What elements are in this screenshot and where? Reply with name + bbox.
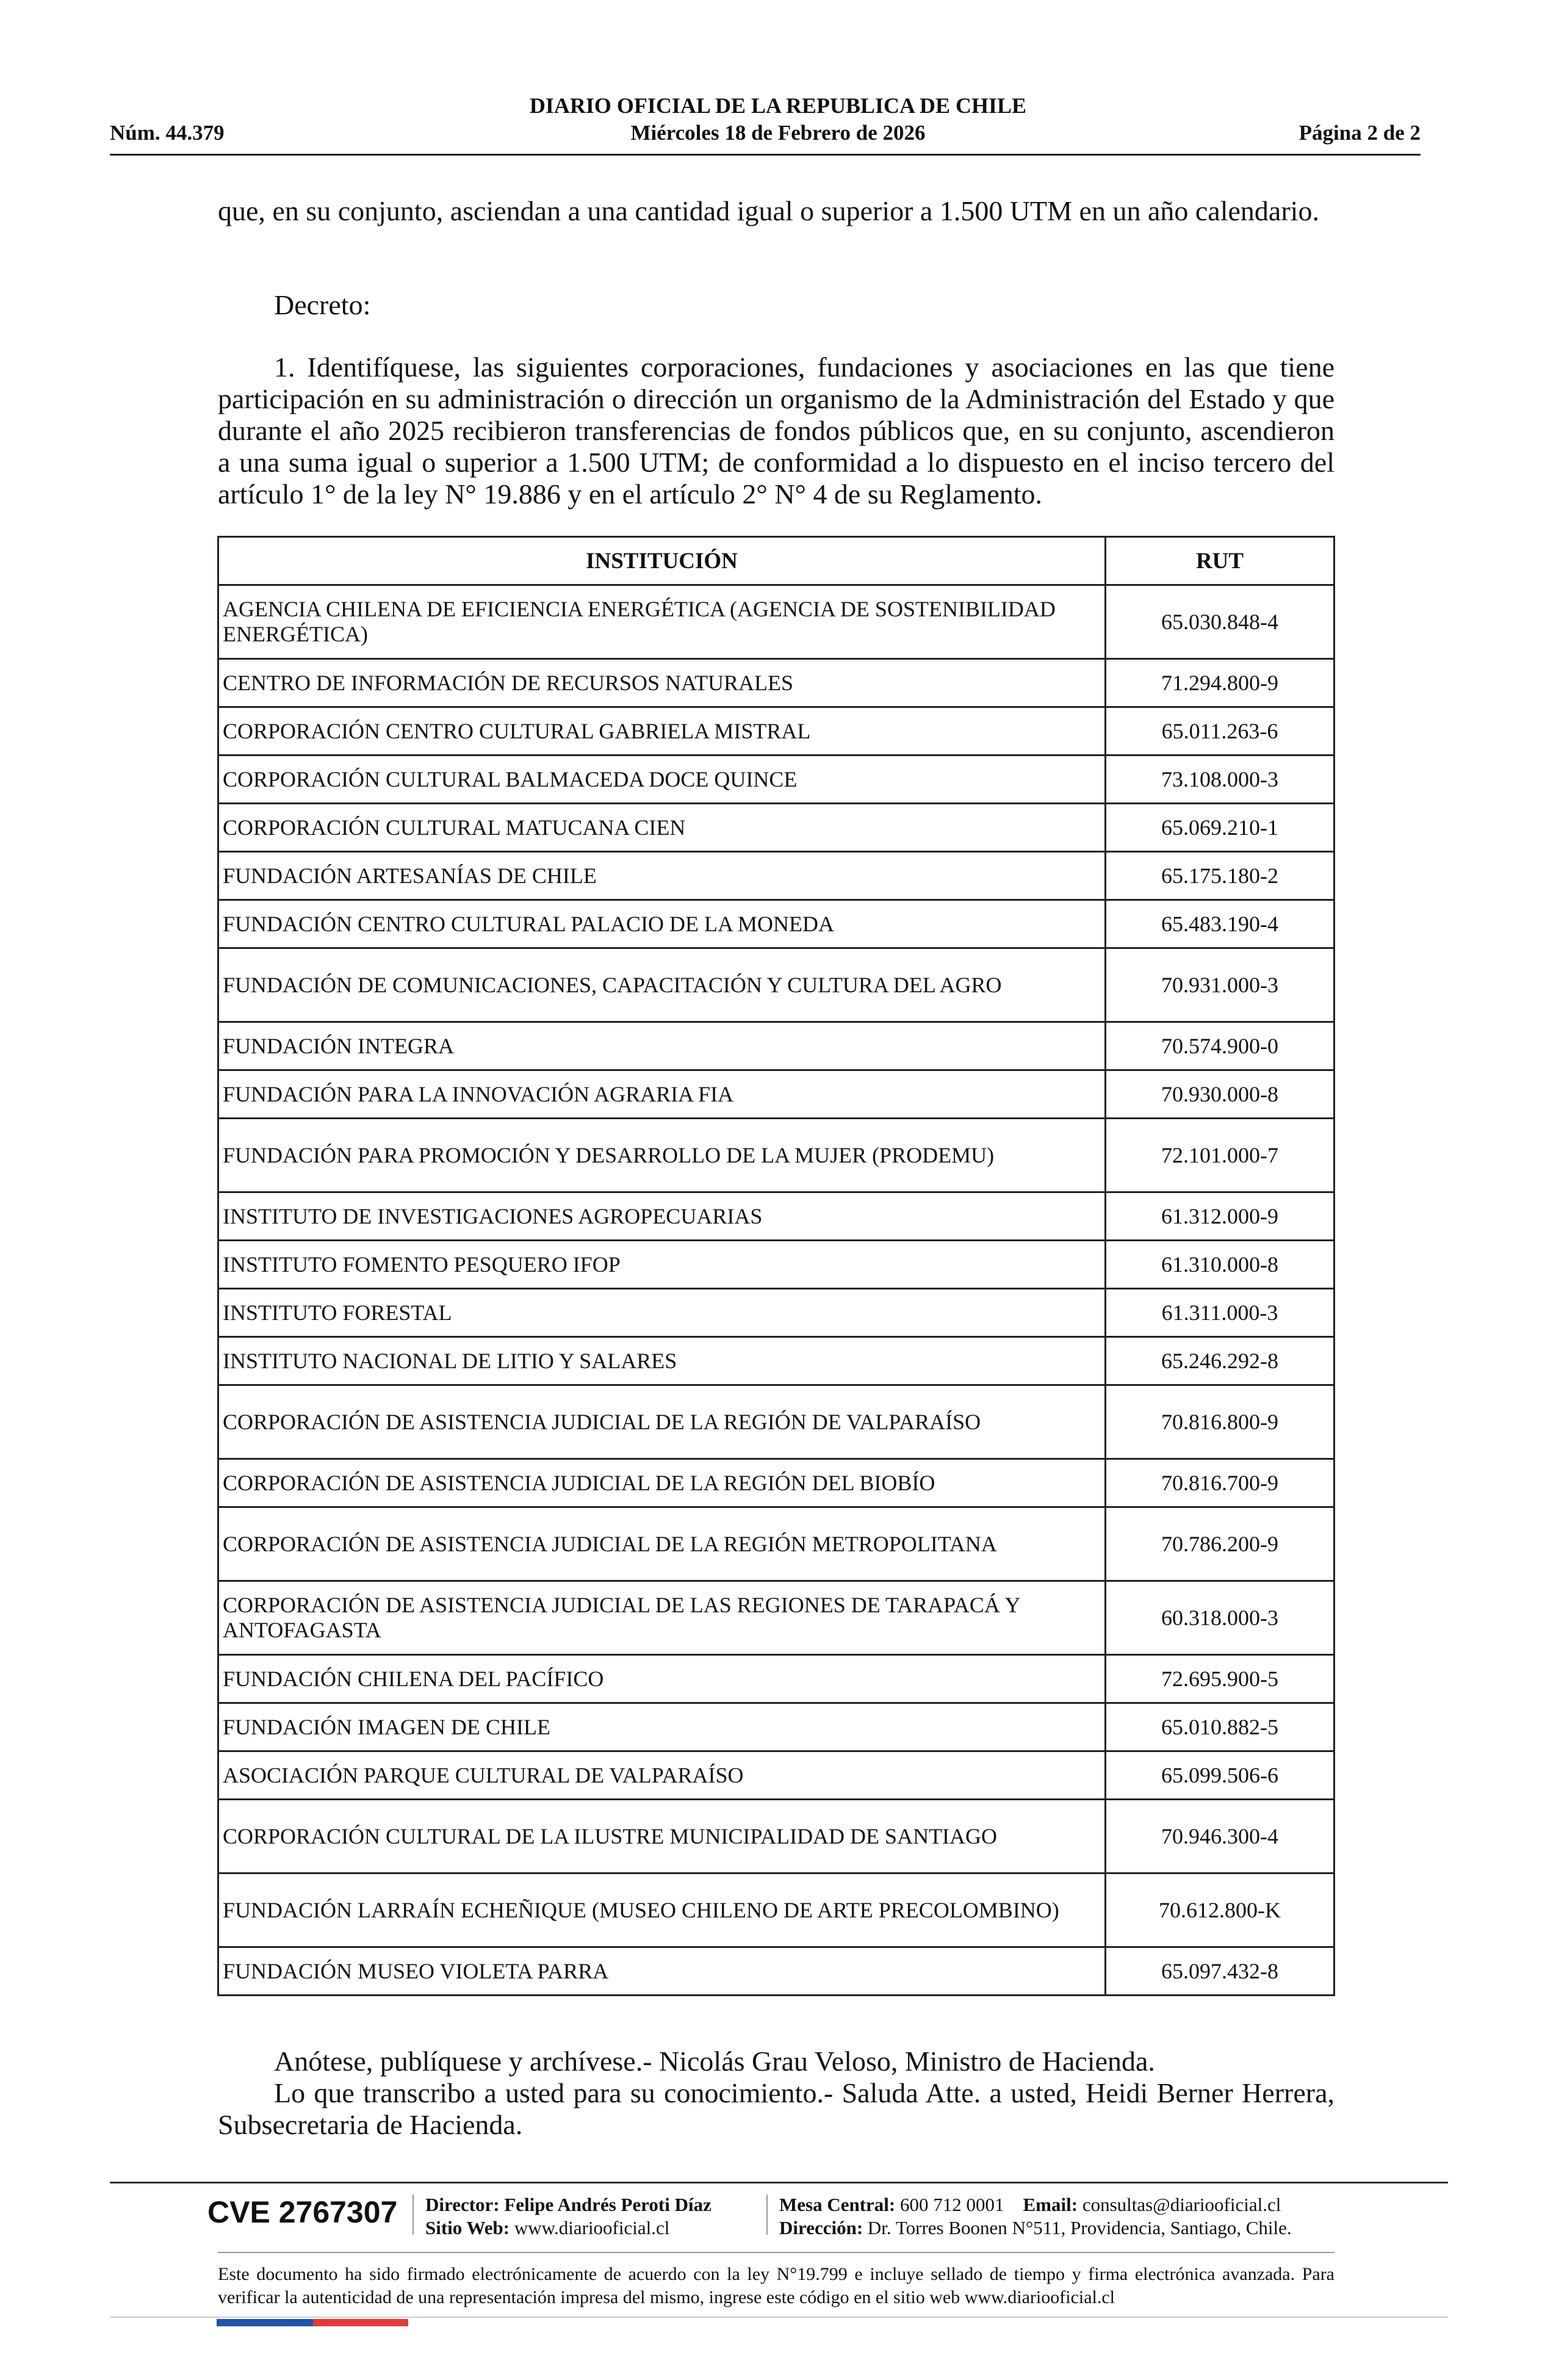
table-row [218,755,1334,804]
table-row [218,1192,1334,1241]
institution-name: FUNDACIÓN IMAGEN DE CHILE [218,1703,1106,1751]
institution-rut: 61.310.000-8 [1106,1241,1334,1289]
column-header-rut: RUT [1106,537,1334,585]
institution-name: FUNDACIÓN ARTESANÍAS DE CHILE [218,852,1106,900]
institution-name: FUNDACIÓN LARRAÍN ECHEÑIQUE (MUSEO CHILENO DE ARTE PRECOLOMBINO) [218,1873,1106,1947]
email-link[interactable]: consultas@diariooficial.cl [1082,2194,1281,2215]
institutions-table [217,536,1335,1996]
table-row [218,1947,1334,1996]
footer-divider [110,2182,1448,2183]
institution-name: FUNDACIÓN DE COMUNICACIONES, CAPACITACIÓN Y CULTURA DEL AGRO [218,948,1106,1022]
table-row [218,1655,1334,1703]
institution-name: FUNDACIÓN CENTRO CULTURAL PALACIO DE LA MONEDA [218,900,1106,948]
table-row [218,1022,1334,1070]
institution-name: FUNDACIÓN INTEGRA [218,1022,1106,1070]
table-row [218,1459,1334,1507]
flag-stripe-blue [217,2319,313,2326]
issue-number: Núm. 44.379 [110,121,225,145]
institution-name: CORPORACIÓN CENTRO CULTURAL GABRIELA MISTRAL [218,707,1106,755]
institution-name: FUNDACIÓN CHILENA DEL PACÍFICO [218,1655,1106,1703]
institution-name: INSTITUTO NACIONAL DE LITIO Y SALARES [218,1337,1106,1385]
cve-code: CVE 2767307 [207,2195,398,2229]
institution-name: AGENCIA CHILENA DE EFICIENCIA ENERGÉTICA (AGENCIA DE SOSTENIBILIDAD ENERGÉTICA) [218,585,1106,659]
address-label: Dirección: [779,2217,863,2238]
institution-rut: 73.108.000-3 [1106,755,1334,804]
institution-rut: 70.816.700-9 [1106,1459,1334,1507]
institution-rut: 72.695.900-5 [1106,1655,1334,1703]
institution-rut: 61.311.000-3 [1106,1289,1334,1337]
institution-rut: 70.786.200-9 [1106,1507,1334,1581]
institution-rut: 70.574.900-0 [1106,1022,1334,1070]
institution-rut: 65.099.506-6 [1106,1751,1334,1800]
institution-rut: 65.175.180-2 [1106,852,1334,900]
table-row [218,1119,1334,1192]
institution-name: CORPORACIÓN CULTURAL MATUCANA CIEN [218,804,1106,852]
institution-rut: 70.946.300-4 [1106,1800,1334,1873]
institution-rut: 71.294.800-9 [1106,659,1334,707]
table-row [218,1385,1334,1459]
decree-article-1: 1. Identifíquese, las siguientes corporaciones, fundaciones y asociaciones en las que tiene participación en su administración o dirección un organismo de la Administración del Estado y que durante el año 2025 recibieron transferencias de fondos públicos que, en su conjunto, ascendieron a una suma igual o superior a 1.500 UTM; de conformidad a lo dispuesto en el inciso tercero del artículo 1° de la ley N° 19.886 y en el artículo 2° N° 4 de su Reglamento. [218,352,1334,510]
institution-rut: 65.483.190-4 [1106,900,1334,948]
table-row [218,1751,1334,1800]
table-row [218,1070,1334,1119]
signature-notice: Este documento ha sido firmado electrónicamente de acuerdo con la ley N°19.799 e incluye sellado de tiempo y firma electrónica avanzada. Para verificar la autenticidad de una representación impresa del mismo, ingrese este código en el sitio web www.diariooficial.cl [218,2264,1334,2307]
institution-rut: 70.612.800-K [1106,1873,1334,1947]
institution-name: FUNDACIÓN MUSEO VIOLETA PARRA [218,1947,1106,1996]
table-row [218,1703,1334,1751]
header-divider [110,154,1421,156]
institution-rut: 70.931.000-3 [1106,948,1334,1022]
footer-contact-block [779,2193,1292,2240]
institution-name: CORPORACIÓN DE ASISTENCIA JUDICIAL DE LA REGIÓN METROPOLITANA [218,1507,1106,1581]
table-row [218,900,1334,948]
director-name: Felipe Andrés Peroti Díaz [504,2194,711,2215]
institution-name: FUNDACIÓN PARA LA INNOVACIÓN AGRARIA FIA [218,1070,1106,1119]
table-row [218,852,1334,900]
address-value: Dr. Torres Boonen N°511, Providencia, Santiago, Chile. [867,2217,1292,2238]
decreto-heading: Decreto: [274,289,371,320]
institution-rut: 65.030.848-4 [1106,585,1334,659]
table-row [218,707,1334,755]
table-row [218,1507,1334,1581]
table-row [218,659,1334,707]
institution-name: CORPORACIÓN DE ASISTENCIA JUDICIAL DE LAS REGIONES DE TARAPACÁ Y ANTOFAGASTA [218,1581,1106,1655]
footer-separator [766,2194,768,2235]
table-row [218,804,1334,852]
director-label: Director: [425,2194,500,2215]
column-header-institucion: INSTITUCIÓN [218,537,1106,585]
flag-stripe-red [313,2319,408,2326]
table-row [218,1581,1334,1655]
table-row [218,1337,1334,1385]
footer-director-block [425,2193,711,2240]
institution-name: ASOCIACIÓN PARQUE CULTURAL DE VALPARAÍSO [218,1751,1106,1800]
institution-rut: 65.246.292-8 [1106,1337,1334,1385]
table-row [218,1800,1334,1873]
institution-rut: 65.069.210-1 [1106,804,1334,852]
closing-line-1: Anótese, publíquese y archívese.- Nicolás Grau Veloso, Ministro de Hacienda. [274,2046,1155,2077]
institution-name: FUNDACIÓN PARA PROMOCIÓN Y DESARROLLO DE LA MUJER (PRODEMU) [218,1119,1106,1192]
website-label: Sitio Web: [425,2217,510,2238]
page-number: Página 2 de 2 [1298,121,1421,145]
table-row [218,1241,1334,1289]
institution-rut: 65.010.882-5 [1106,1703,1334,1751]
table-row [218,948,1334,1022]
email-label: Email: [1023,2194,1078,2215]
mesa-phone: 600 712 0001 [900,2194,1004,2215]
institution-rut: 61.312.000-9 [1106,1192,1334,1241]
institution-name: CENTRO DE INFORMACIÓN DE RECURSOS NATURALES [218,659,1106,707]
institution-rut: 70.816.800-9 [1106,1385,1334,1459]
institution-name: CORPORACIÓN DE ASISTENCIA JUDICIAL DE LA REGIÓN DEL BIOBÍO [218,1459,1106,1507]
institution-name: CORPORACIÓN CULTURAL BALMACEDA DOCE QUINCE [218,755,1106,804]
footer-bottom-divider [110,2317,1448,2318]
institution-name: INSTITUTO DE INVESTIGACIONES AGROPECUARIAS [218,1192,1106,1241]
closing-line-2: Lo que transcribo a usted para su conocimiento.- Saluda Atte. a usted, Heidi Berner Herrera, Subsecretaria de Hacienda. [218,2077,1334,2140]
institution-name: INSTITUTO FOMENTO PESQUERO IFOP [218,1241,1106,1289]
table-row [218,1873,1334,1947]
institution-rut: 72.101.000-7 [1106,1119,1334,1192]
website-link[interactable]: www.diariooficial.cl [514,2217,670,2238]
institution-rut: 65.011.263-6 [1106,707,1334,755]
table-row [218,1289,1334,1337]
institution-name: INSTITUTO FORESTAL [218,1289,1106,1337]
intro-paragraph: que, en su conjunto, asciendan a una cantidad igual o superior a 1.500 UTM en un año calendario. [218,195,1319,226]
institution-rut: 65.097.432-8 [1106,1947,1334,1996]
newspaper-title: DIARIO OFICIAL DE LA REPUBLICA DE CHILE [529,93,1027,118]
mesa-label: Mesa Central: [779,2194,896,2215]
issue-date: Miércoles 18 de Febrero de 2026 [630,121,926,145]
footer-separator [412,2194,414,2235]
institution-rut: 70.930.000-8 [1106,1070,1334,1119]
footer-inner-divider [218,2252,1334,2253]
institution-rut: 60.318.000-3 [1106,1581,1334,1655]
institution-name: CORPORACIÓN CULTURAL DE LA ILUSTRE MUNICIPALIDAD DE SANTIAGO [218,1800,1106,1873]
table-row [218,585,1334,659]
institution-name: CORPORACIÓN DE ASISTENCIA JUDICIAL DE LA REGIÓN DE VALPARAÍSO [218,1385,1106,1459]
table-header-row [218,537,1334,585]
